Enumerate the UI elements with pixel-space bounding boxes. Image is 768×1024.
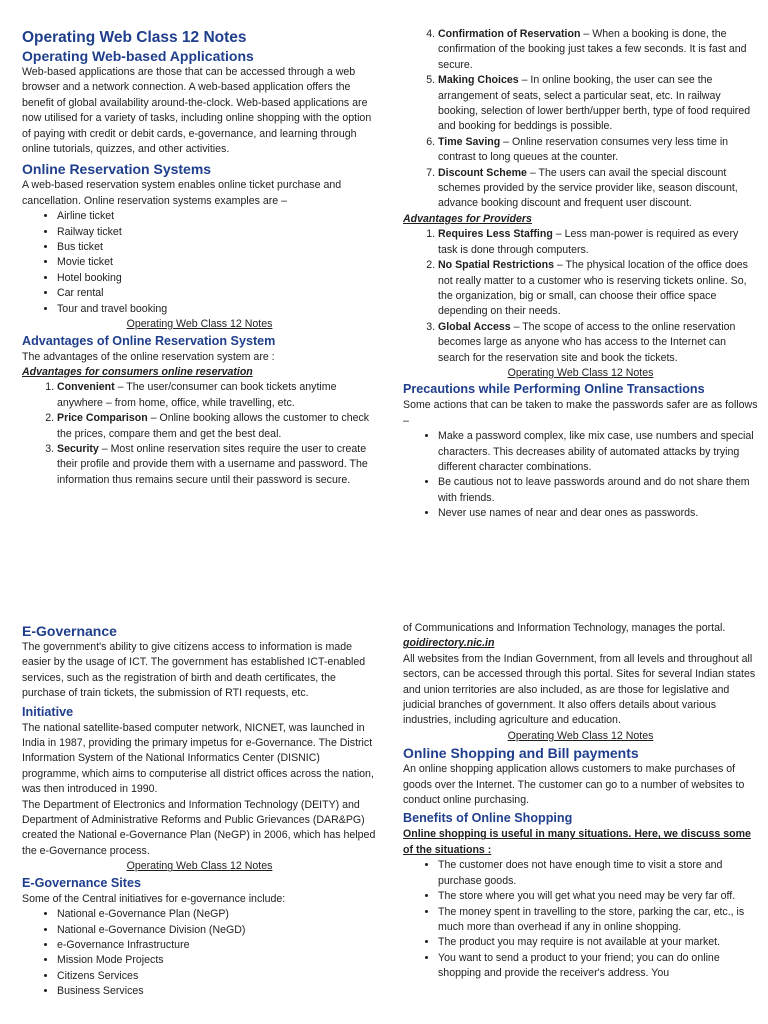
list-item: • Never use names of near and dear ones as passwords.: [438, 506, 758, 521]
list-item: • National e-Governance Plan (NeGP): [57, 907, 377, 922]
sites-heading: E-Governance Sites: [22, 875, 141, 890]
list-item: • Be cautious not to leave passwords around and do not share them with friends.: [438, 475, 758, 506]
initiative-heading: Initiative: [22, 704, 74, 719]
list-item: • Make a password complex, like mix case, use numbers and special characters. This decreases ability of automated attacks by trying different character combinations.: [438, 429, 758, 475]
sites-list: [22, 907, 377, 999]
reservation-text: A web-based reservation system enables online ticket purchase and cancellation. Online reservation systems examples are –: [22, 179, 342, 207]
provider-advantages-list: [403, 227, 758, 366]
goidirectory-heading: goidirectory.nic.in: [403, 637, 495, 650]
web-apps-heading: Operating Web-based Applications: [22, 48, 254, 64]
banner: Operating Web Class 12 Notes: [507, 366, 654, 379]
initiative-text-2: The Department of Electronics and Information Technology (DEITY) and Department of Administrative Reforms and Public Grievances (DAR&PG) created the National e-Governance Plan (NeGP) in 2006, which has helped the e-Governance process.: [22, 798, 376, 857]
list-item: 6. Time Saving – Online reservation consumes very less time in contrast to long queues at the counter.: [438, 135, 758, 166]
web-apps-text: Web-based applications are those that can be accessed through a web browser and a network connection. A web-based application offers the benefit of global availability around-the-clock. Web-based applications are now utilised for a variety of tasks, including online shopping with the option of paying with credit or debit cards, e-governance, and learning through online tutorials, quizzes, and other activities.: [22, 66, 372, 156]
list-item: • Movie ticket: [57, 255, 377, 270]
left-top-column: [22, 28, 377, 488]
initiative-text-1: The national satellite-based computer network, NICNET, was launched in India in 1987, providing the primary impetus for e-Governance. The District Information System of the National Informatics Center (DISNIC) programme, which aims to computerise all district offices across the nation, was then introduced in 1990.: [22, 721, 374, 796]
consumers-heading: Advantages for consumers online reservation: [22, 365, 253, 378]
list-item: 1. Convenient – The user/consumer can book tickets anytime anywhere – from home, office, while travelling, etc.: [57, 380, 377, 411]
page-title: Operating Web Class 12 Notes: [22, 29, 247, 46]
list-item: 2. Price Comparison – Online booking allows the customer to check the prices, compare them and get the best deal.: [57, 411, 377, 442]
list-item: • Hotel booking: [57, 271, 377, 286]
benefits-heading: Benefits of Online Shopping: [403, 811, 573, 826]
list-item: • You want to send a product to your friend; you can do online shopping and provide the receiver's address. You: [438, 951, 758, 982]
shopping-heading: Online Shopping and Bill payments: [403, 745, 639, 762]
sites-intro: Some of the Central initiatives for e-governance include:: [22, 892, 286, 905]
right-top-column: [403, 27, 758, 522]
reservation-heading: Online Reservation Systems: [22, 161, 212, 178]
continued-text: of Communications and Information Technology, manages the portal.: [403, 622, 726, 634]
list-item: 3. Global Access – The scope of access to the online reservation becomes large as anyone who has access to the Internet can search for the reservation site and book the tickets.: [438, 320, 758, 366]
precautions-heading: Precautions while Performing Online Transactions: [403, 382, 705, 397]
list-item: • Car rental: [57, 286, 377, 301]
list-item: • Bus ticket: [57, 240, 377, 255]
reservation-list: [22, 209, 377, 317]
advantages-heading: Advantages of Online Reservation System: [22, 333, 276, 348]
goidirectory-text: All websites from the Indian Government, from all levels and throughout all sectors, can be accessed through this portal. Sites for several Indian states and union territories are also included, as are those for legislative and judicial branches of government. It also offers details about various industries, including agriculture and education.: [403, 652, 756, 727]
list-item: • The customer does not have enough time to visit a store and purchase goods.: [438, 858, 758, 889]
list-item: • e-Governance Infrastructure: [57, 938, 377, 953]
banner: Operating Web Class 12 Notes: [507, 729, 654, 742]
banner: Operating Web Class 12 Notes: [126, 318, 273, 331]
egov-heading: E-Governance: [22, 623, 117, 639]
list-item: 3. Security – Most online reservation sites require the user to create their profile and provide them with a username and password. The information thus remains secure until their password is secure.: [57, 442, 377, 488]
egov-text: The government's ability to give citizens access to information is made easier by the usage of ICT. The government has established ICT-enabled services, such as the registration of birth and death certificates, the purchase of train tickets, the submission of RTI requests, etc.: [22, 641, 366, 700]
benefits-list: [403, 858, 758, 981]
list-item: • The product you may require is not available at your market.: [438, 935, 758, 950]
list-item: 4. Confirmation of Reservation – When a booking is done, the confirmation of the booking just takes a few seconds. It is fast and secure.: [438, 27, 758, 73]
list-item: • Railway ticket: [57, 225, 377, 240]
providers-heading: Advantages for Providers: [403, 212, 532, 225]
precautions-list: [403, 429, 758, 521]
list-item: • Airline ticket: [57, 209, 377, 224]
banner: Operating Web Class 12 Notes: [126, 860, 273, 873]
left-bottom-column: [22, 622, 377, 1000]
shopping-text: An online shopping application allows customers to make purchases of goods over the Internet. The customer can go to a number of websites to conduct online purchasing.: [403, 763, 745, 807]
consumer-advantages-list-cont: [403, 27, 758, 212]
list-item: 2. No Spatial Restrictions – The physical location of the office does not really matter to a customer who is reserving tickets online. So, the organization, big or small, can choose their office space depending on their needs.: [438, 258, 758, 320]
advantages-intro: The advantages of the online reservation system are :: [22, 350, 275, 363]
list-item: 7. Discount Scheme – The users can avail the special discount schemes provided by the service provider like, season discount, advance booking discount and frequent user discount.: [438, 166, 758, 212]
list-item: • Business Services: [57, 984, 377, 999]
list-item: • The store where you will get what you need may be very far off.: [438, 889, 758, 904]
list-item: • National e-Governance Division (NeGD): [57, 923, 377, 938]
consumer-advantages-list: [22, 380, 377, 488]
list-item: 5. Making Choices – In online booking, the user can see the arrangement of seats, select a particular seat, etc. In railway booking, selection of lower berth/upper berth, type of food required and booking for beddings is possible.: [438, 73, 758, 135]
list-item: • The money spent in travelling to the store, parking the car, etc., is much more than overhead if any in online shopping.: [438, 905, 758, 936]
list-item: 1. Requires Less Staffing – Less man-power is required as every task is done through computers.: [438, 227, 758, 258]
precautions-intro: Some actions that can be taken to make the passwords safer are as follows –: [403, 399, 758, 427]
right-bottom-column: [403, 621, 758, 982]
list-item: • Mission Mode Projects: [57, 953, 377, 968]
benefits-intro: Online shopping is useful in many situations. Here, we discuss some of the situations :: [403, 828, 751, 856]
list-item: • Tour and travel booking: [57, 302, 377, 317]
list-item: • Citizens Services: [57, 969, 377, 984]
